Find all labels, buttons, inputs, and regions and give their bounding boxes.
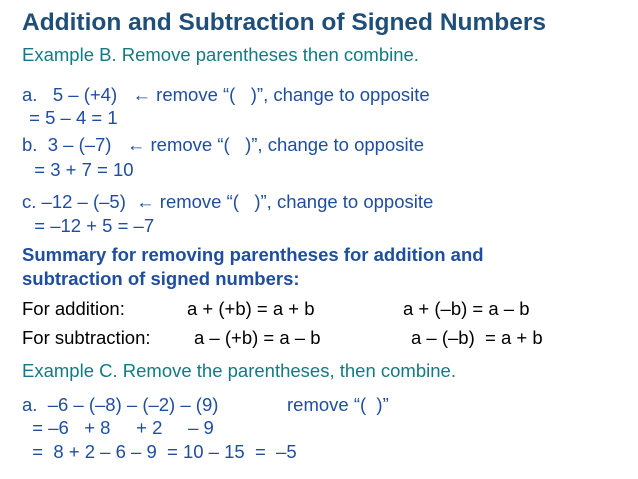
subtraction-label: For subtraction: xyxy=(22,327,151,348)
example-b-b-line2: = 3 + 7 = 10 xyxy=(24,159,134,180)
example-b-a-line2: = 5 – 4 = 1 xyxy=(24,107,118,128)
addition-label: For addition: xyxy=(22,298,125,319)
example-c-a-line1: a. –6 – (–8) – (–2) – (9) xyxy=(22,394,219,415)
example-c-a-note: remove “( )” xyxy=(287,394,389,415)
page-title: Addition and Subtraction of Signed Numbers xyxy=(22,9,547,36)
subtraction-rule-negative: a – (–b) = a + b xyxy=(411,327,543,348)
summary-line2: subtraction of signed numbers: xyxy=(22,268,300,289)
example-c-heading: Example C. Remove the parentheses, then combine. xyxy=(22,360,456,381)
addition-rule-positive: a + (+b) = a + b xyxy=(187,298,315,319)
example-b-c-line2: = –12 + 5 = –7 xyxy=(24,215,155,236)
example-b-b-line1: b. 3 – (–7) ← remove “( )”, change to opposite xyxy=(22,134,425,155)
summary-line1: Summary for removing parentheses for addition and xyxy=(22,244,484,265)
addition-rule-negative: a + (–b) = a – b xyxy=(403,298,530,319)
example-c-a-line2: = –6 + 8 + 2 – 9 xyxy=(22,417,214,438)
subtraction-rule-positive: a – (+b) = a – b xyxy=(194,327,321,348)
example-b-c-line1: c. –12 – (–5) ← remove “( )”, change to opposite xyxy=(22,191,434,212)
example-b-a-line1: a. 5 – (+4) ← remove “( )”, change to opposite xyxy=(22,84,430,105)
example-c-a-line3: = 8 + 2 – 6 – 9 = 10 – 15 = –5 xyxy=(22,441,297,462)
example-b-heading: Example B. Remove parentheses then combine. xyxy=(22,44,419,65)
